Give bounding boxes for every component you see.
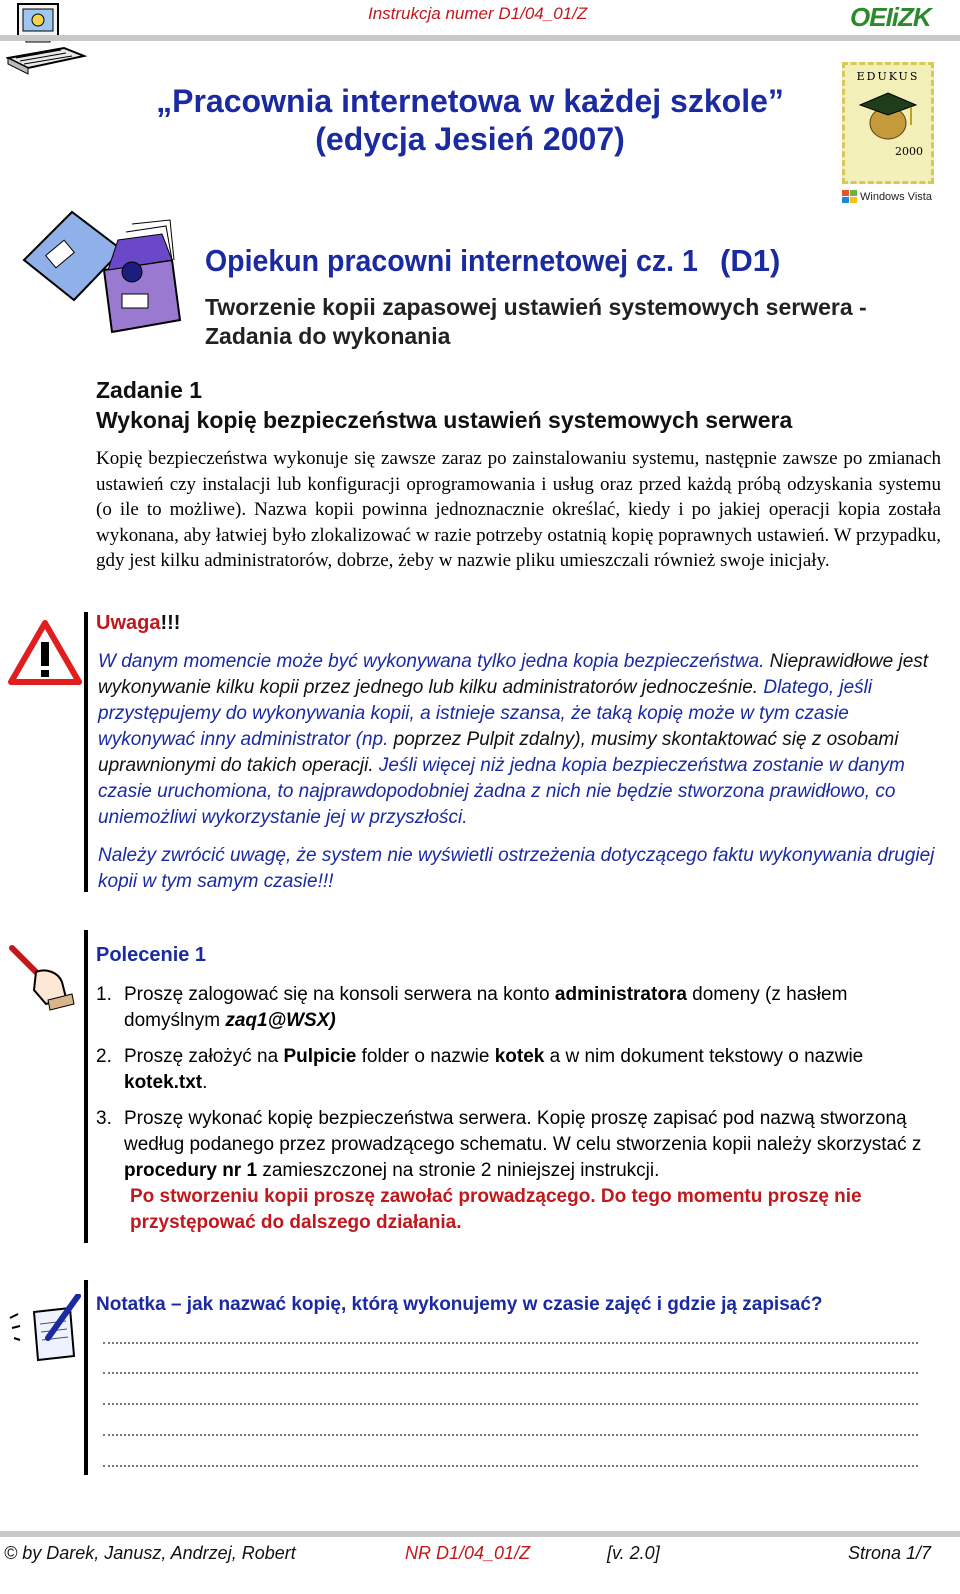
footer-page: Strona 1/7: [848, 1543, 932, 1563]
note-label: Notatka – jak nazwać kopię, którą wykonujemy w czasie zajęć i gdzie ją zapisać?: [96, 1294, 823, 1315]
answer-line[interactable]: [103, 1340, 918, 1344]
windows-vista-logo: Windows Vista: [842, 190, 932, 203]
header-rule: [0, 35, 960, 41]
warning-label: Uwaga!!!: [96, 612, 181, 634]
footer-rule: [0, 1531, 960, 1537]
edukus-label: EDUKUS: [856, 70, 920, 83]
list-item: 1. Proszę zalogować się na konsoli serwera na konto administratora domeny (z hasłem domyślnym zaq1@WSX): [96, 984, 848, 1031]
windows-flag-icon: [842, 190, 857, 203]
warning-paragraph-1: W danym momencie może być wykonywana tylko jedna kopia bezpieczeństwa. Nieprawidłowe jest wykonywanie kilku kopii przez jednego lub kilku administratorów jednocześnie. Dlatego, jeśli przystępujemy do wykonywania kopii, a istnieje szansa, że taką kopię może w tym czasie wykonywać inny administrator (np. poprzez Pulpit zdalny), musimy skontaktować się z osobami uprawnionymi do takich operacji. Jeśli więcej niż jedna kopia bezpieczeństwa zostanie w danym czasie uruchomiona, to najprawdopodobniej żadna z nich nie będzie stworzona prawidłowo, co uniemożliwi wykorzystanie jej w przyszłości.: [98, 651, 929, 828]
task-paragraph: Kopię bezpieczeństwa wykonuje się zawsze zaraz po zainstalowaniu systemu, następnie zawsze po zmianach ustawień czy instalacji lub konfiguracji oprogramowania i usług oraz przed każdą próbą odzyskania systemu (o ile to możliwe). Nazwa kopii powinna jednoznacznie określać, kiedy i po jakiej operacji kopia została wykonana, aby łatwiej było zlokalizować w razie potrzeby ostatnią kopię poprawnych ustawień. W przypadku, gdy jest kilku administratorów, dobrze, żeby w nazwie pliku umieszczali również swoje inicjały.: [96, 448, 941, 571]
answer-line[interactable]: [103, 1401, 918, 1405]
task-heading: [96, 375, 792, 435]
footer-number: NR D1/04_01/Z: [405, 1543, 531, 1563]
list-item: 2. Proszę założyć na Pulpicie folder o nazwie kotek a w nim dokument tekstowy o nazwie kotek.txt.: [96, 1046, 864, 1093]
note-bar: [84, 1280, 88, 1475]
list-item: 3. Proszę wykonać kopię bezpieczeństwa serwera. Kopię proszę zapisać pod nazwą stworzoną według podanego przez prowadzącego schematu. W celu stworzenia kopii należy skorzystać z procedury nr 1 zamieszczonej na stronie 2 niniejszej instrukcji. Po stworzeniu kopii proszę zawołać prowadzącego. Do tego momentu proszę nie przystępować do dalszego działania.: [96, 1106, 946, 1236]
instruction-warning: Po stworzeniu kopii proszę zawołać prowadzącego. Do tego momentu proszę nie przystępować do dalszego działania.: [130, 1186, 862, 1233]
instruction-number: Instrukcja numer D1/04_01/Z: [368, 4, 588, 23]
pointing-hand-icon: [6, 942, 76, 1012]
command-list: [96, 982, 946, 1246]
edukus-year: 2000: [895, 145, 923, 158]
graduation-cap-icon: [845, 85, 931, 145]
oeiizk-logo: OEIiZK: [850, 2, 931, 32]
answer-line[interactable]: [103, 1370, 918, 1374]
pen-paper-icon: [8, 1294, 86, 1366]
edukus-badge: [842, 62, 934, 184]
task-title: Wykonaj kopię bezpieczeństwa ustawień systemowych serwera: [96, 407, 793, 433]
section-title: Opiekun pracowni internetowej cz. 1: [205, 243, 698, 278]
title-line-2: (edycja Jesień 2007): [315, 121, 625, 157]
answer-line[interactable]: [103, 1463, 918, 1467]
warning-bar: [84, 612, 88, 892]
section-code: (D1): [720, 243, 781, 278]
title-line-1: „Pracownia internetowa w każdej szkole”: [156, 83, 784, 119]
section-subtitle: Tworzenie kopii zapasowej ustawień systemowych serwera - Zadania do wykonania: [205, 294, 867, 349]
command-bar: [84, 930, 88, 1243]
footer-authors: © by Darek, Janusz, Andrzej, Robert: [4, 1543, 296, 1563]
task-label: Zadanie 1: [96, 377, 203, 403]
footer-version: [v. 2.0]: [607, 1543, 660, 1563]
command-label: Polecenie 1: [96, 944, 207, 966]
warning-paragraph-2: Należy zwrócić uwagę, że system nie wyświetli ostrzeżenia dotyczącego faktu wykonywania drugiej kopii w tym samym czasie!!!: [98, 845, 935, 892]
warning-triangle-icon: [8, 620, 82, 686]
answer-line[interactable]: [103, 1432, 918, 1436]
floppy-disks-icon: [22, 210, 192, 340]
document-title: [140, 82, 800, 158]
